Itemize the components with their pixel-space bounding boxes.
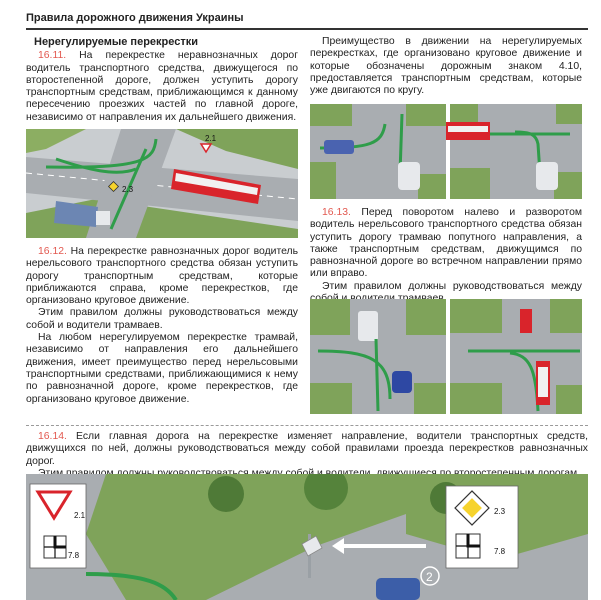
rule-number: 16.11. [38, 50, 67, 62]
rule-text: Перед поворотом налево и разворотом водитель нерельсового транспортного средства обязан уступить дорогу трамваю попутного направления, а также транспортным средствам, движущимся по равнозначной дороге во встречном направлении прямо или вправо. [310, 207, 582, 280]
sign-left-top-label: 2.1 [74, 511, 86, 520]
figure-left-turn [310, 299, 582, 414]
marker-number: 2 [426, 570, 433, 584]
fig-label-a: 2.1 [205, 134, 217, 143]
rule-number: 16.13. [322, 207, 351, 218]
rule-text: На перекрестке неравнозначных дорог водитель транспортного средства, движущегося по второстепенной дороге, должен уступить дорогу транспортным средствам, приближающимся к данному пересечению проезжих частей по главной дороге, независимо от направления их дальнейшего движения. [26, 50, 298, 123]
figure-tram-intersection-right [310, 104, 582, 199]
rule-number: 16.14. [38, 431, 67, 442]
right-column-middle [310, 207, 582, 305]
roundabout-paragraph: Преимущество в движении на нерегулируемых перекрестках, где организовано круговое движение и которые обозначены дорожным знаком 4.10, предоставляется транспортным средствам, которые уже двигаются по кругу. [310, 36, 582, 97]
rule-text: Если главная дорога на перекрестке изменяет направление, водители транспортных средств, движущихся по ней, должны руководствоваться между собой правилами проезда перекрестков равнозначных дорог. [26, 431, 588, 467]
rule-16-13 [310, 207, 582, 281]
main-road-direction-plate-icon [44, 536, 66, 558]
rule-16-12-p2: Этим правилом должны руководствоваться между собой и водители трамваев. [26, 307, 298, 331]
section-title: Нерегулируемые перекрестки [34, 36, 198, 48]
sign-panel-right [446, 486, 518, 568]
sign-right-top-label: 2.3 [494, 507, 506, 516]
figure-main-road-turns [26, 474, 588, 600]
rule-16-13-p2: Этим правилом должны руководствоваться между [322, 280, 582, 292]
rule-16-12-p3: На любом нерегулируемом перекрестке трамвай, независимо от направления его дальнейшего движения, имеет преимущество перед нерельсовыми транспортными средствами, приближающимися к нему по равнозначной дороге, кроме перекрестков, где организовано круговое движение. [26, 332, 298, 405]
rule-16-12 [26, 246, 298, 307]
page-header-title: Правила дорожного движения Украины [26, 12, 244, 24]
sign-right-bottom-label: 7.8 [494, 547, 506, 556]
left-column-bottom [26, 246, 298, 406]
sign-left-bottom-label: 7.8 [68, 551, 80, 560]
figure-tram-crossroad [26, 129, 298, 238]
bottom-text [26, 431, 588, 480]
page-header [26, 8, 588, 30]
left-column-top [26, 36, 298, 124]
main-road-direction-plate-icon [456, 534, 480, 558]
rule-16-14 [26, 431, 588, 468]
fig-label-b: 2.3 [122, 185, 134, 194]
sign-panel-left [30, 484, 86, 568]
rule-number: 16.12. [38, 246, 67, 257]
right-column-top [310, 36, 582, 97]
rule-text: На перекрестке равнозначных дорог водитель нерельсового транспортного средства обязан уступить дорогу транспортным средствам, которые приближаются справа, кроме перекрестков, где организовано круговое движение. [26, 246, 298, 307]
rule-16-11 [26, 50, 298, 124]
section-divider [26, 425, 588, 426]
